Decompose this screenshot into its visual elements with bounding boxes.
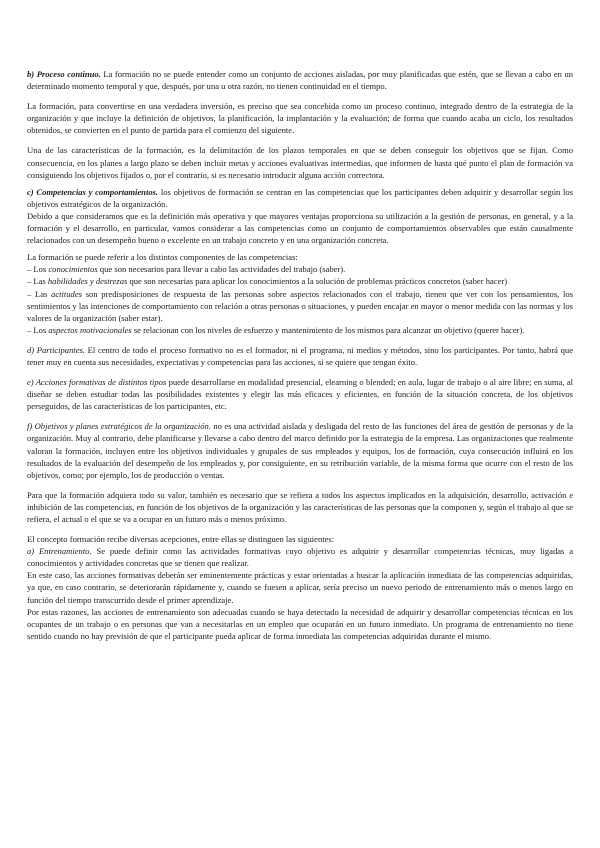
list-item-prefix: – Las	[27, 288, 52, 299]
term-conocimientos: conocimientos	[48, 264, 98, 275]
list-item-conocimientos	[27, 263, 573, 275]
section-b-paragraph-3: Una de las características de la formación, es la delimitación de los plazos temporales en que se deben conseguir los objetivos que se fijan. Como consecuencia, en los planes a largo plazo se deben incluir metas y acciones evaluativas intermedias, que informen de hasta qué punto el plan de formación va consiguiendo los objetivos fijados o, por el contrario, si es necesario introducir alguna acción correctora.	[27, 145, 573, 180]
section-c-title: c) Competencias y comportamientos.	[27, 186, 159, 197]
section-f-text: no es una actividad aislada y desligada del resto de las funciones del área de gestión de personas y de la organización. Muy al contrario, debe planificarse y llevarse a cabo dentro del marco definido por la estrategia de la empresa. Las organizaciones que realmente valoran la formación, incluyen entre los objetivos individuales y grupales de sus empleados y equipos, los de formación, cuya consecución influirá en los resultados de la evaluación del desempeño de los empleados y, por consiguiente, en su retribución variable, de la misma forma que ocurre con el resto de los objetivos, como; por ejemplo, los de producción o ventas.	[27, 421, 573, 480]
list-item-actitudes	[27, 288, 573, 324]
section-c-paragraph-2: Debido a que consideramos que es la definición más operativa y que mayores ventajas proporciona su utilización a la gestión de personas, en general, y a la formación y el desarrollo, en particular, vamos considerar a las competencias como un conjunto de comportamientos observables que están causalmente relacionados con un desempeño bueno o excelente en un trabajo concreto y en una organización concreta.	[27, 210, 573, 246]
entrenamiento-text: Se puede definir como las actividades formativas cuyo objetivo es adquirir y desarrollar competencias técnicas, muy ligadas a conocimientos y actividades concretas que se tienen que realizar.	[27, 546, 573, 569]
section-c-text: los objetivos de formación se centran en las competencias que los participantes deben adquirir y desarrollar según los objetivos estratégicos de la organización.	[27, 186, 573, 209]
entrenamiento-paragraph-3: Por estas razones, las acciones de entrenamiento son adecuadas cuando se haya detectado la necesidad de adquirir y desarrollar competencias técnicas en los ocupantes de un trabajo o en personas que van a necesitarlas en un empleo que ocuparán en un futuro inmediato. Un programa de entrenamiento no tiene sentido cuando no hay previsión de que el participante pueda aplicar de forma inmediata las competencias adquiridas durante el mismo.	[27, 606, 573, 641]
document-page	[27, 68, 573, 642]
term-actitudes: actitudes	[51, 288, 82, 299]
list-item-prefix: – Las	[27, 276, 48, 287]
section-b-text: La formación no se puede entender como un conjunto de acciones aisladas, por muy planificadas que estén, que se llevan a cabo en un determinado momento temporal y que, después, por una u otra razón, no tienen continuidad en el tiempo.	[27, 69, 574, 92]
term-motivacionales: aspectos motivacionales	[48, 324, 132, 335]
section-d-paragraph	[27, 344, 573, 368]
term-habilidades: habilidades y destrezas	[47, 276, 128, 287]
section-b-title: b) Proceso continuo.	[27, 69, 101, 79]
list-item-motivacionales	[27, 324, 573, 336]
section-c-paragraph-3: La formación se puede referir a los distintos componentes de las competencias:	[27, 252, 298, 263]
section-e-paragraph	[27, 376, 573, 412]
valor-paragraph: Para que la formación adquiera todo su valor, también es necesario que se refiera a todos los aspectos implicados en la adquisición, desarrollo, activación e inhibición de las competencias, en función de los objetivos de la organización y las características de las personas que la componen y, según el trabajo al que se refiera, el actual o el que se va a ocupar en un futuro más o menos próximo.	[27, 489, 573, 524]
entrenamiento-title: a) Entrenamiento.	[27, 546, 92, 557]
entrenamiento-paragraph	[27, 545, 573, 569]
section-b-paragraph	[27, 68, 573, 92]
section-c-paragraph	[27, 186, 573, 210]
list-item-prefix: – Los	[27, 264, 49, 275]
section-f-paragraph	[27, 420, 573, 480]
section-d-title: d) Participantes.	[27, 344, 85, 355]
section-d-text: El centro de todo el proceso formativo no es el formador, ni el programa, ni medios y métodos, sino los participantes. Por tanto, habrá que tener muy en cuenta sus necesidades, expectativas y competencias para las acciones, si se quiere que tengan éxito.	[27, 344, 573, 367]
list-item-prefix: – Los	[27, 324, 49, 335]
section-b-paragraph-2: La formación, para convertirse en una verdadera inversión, es preciso que sea concebida como un proceso continuo, integrado dentro de la estrategia de la organización y que incluye la definición de objetivos, la planificación, la implantación y la evaluación; de forma que cuando acaba un ciclo, los resultados obtenidos, se convierten en el punto de partida para el comienzo del siguiente.	[27, 101, 573, 136]
entrenamiento-paragraph-2: En este caso, las acciones formativas deberán ser eminentemente prácticas y estar orientadas a buscar la aplicación inmediata de las competencias adquiridas, ya que, en caso contrario, se deteriorarán rápidamente y, cuando se fuesen a aplicar, sería preciso un nuevo periodo de entrenamiento más o menos largo en función del tiempo transcurrido desde el primer aprendizaje.	[27, 570, 573, 605]
section-f-title: f) Objetivos y planes estratégicos de la organización.	[27, 421, 211, 432]
section-e-title: e) Acciones formativas de distintos tipos	[27, 377, 167, 388]
list-item-text: que son necesarias para aplicar los conocimientos a la solución de problemas prácticos concretos (saber hacer)	[127, 276, 508, 287]
list-item-text: son predisposiciones de respuesta de las personas sobre aspectos relacionados con el trabajo, tienen que ver con los pensamientos, los sentimientos y las intenciones de comportamiento con relación a otras personas o situaciones, y pueden encajar en mayor o menor medida con las normas y los valores de la organización (saber estar).	[27, 288, 573, 323]
list-item-text: que son necesarios para llevar a cabo las actividades del trabajo (saber).	[97, 264, 346, 275]
concepto-intro: El concepto formación recibe diversas acepciones, entre ellas se distinguen las siguientes:	[27, 534, 335, 545]
list-item-habilidades	[27, 275, 573, 287]
section-e-text: puede desarrollarse en modalidad presencial, elearning o blended; en aula, lugar de trabajo o al aire libre; en suma, al diseñar se deben estudiar todas las posibilidades existentes y elegir las más eficaces y eficientes, en función de la situación concreta, de los objetivos perseguidos, de las características de los participantes, etc.	[27, 377, 573, 412]
list-item-text: se relacionan con los niveles de esfuerzo y mantenimiento de los mismos para alcanzar un objetivo (querer hacer).	[131, 324, 525, 335]
